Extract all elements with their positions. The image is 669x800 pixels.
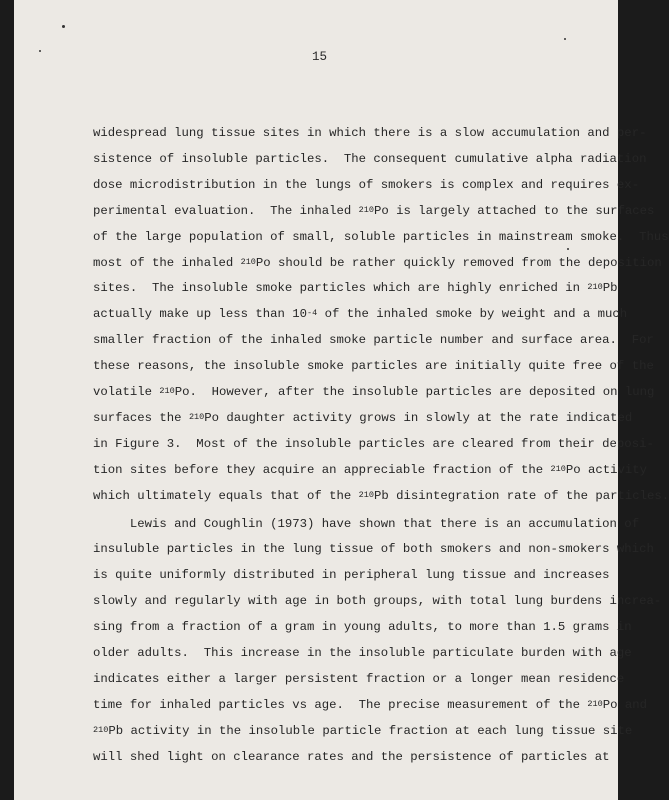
text-run: Po. However, after the insoluble particles are deposited on lung (174, 385, 655, 399)
text-run: of the large population of small, soluble particles in mainstream smoke. Thus (93, 229, 669, 244)
text-run: is quite uniformly distributed in peripheral lung tissue and increases (93, 568, 610, 583)
document-page (14, 0, 669, 800)
text-run: these reasons, the insoluble smoke particles are initially quite free of the (93, 359, 654, 374)
text-line (93, 646, 632, 661)
text-line (93, 307, 627, 322)
superscript: 210 (358, 204, 374, 215)
text-run: Pb (602, 281, 618, 296)
superscript: -4 (307, 308, 318, 319)
text-line (93, 489, 669, 504)
text-line (93, 672, 624, 687)
text-run: Lewis and Coughlin (1973) have shown that there is an accumulation of (93, 516, 640, 531)
text-line (93, 385, 654, 400)
text-line (93, 542, 654, 557)
text-run: Po and (602, 697, 648, 712)
text-run: volatile (93, 385, 160, 399)
text-line (93, 724, 632, 739)
superscript: 210 (358, 489, 374, 500)
superscript: 210 (188, 411, 205, 422)
text-run: sites. The insoluble smoke particles which are highly enriched in (93, 281, 588, 296)
text-line (93, 126, 646, 141)
text-run: Po daughter activity grows in slowly at the rate indicated (204, 410, 633, 425)
text-line (93, 178, 639, 193)
text-line (93, 152, 646, 167)
text-line (93, 230, 669, 245)
text-run: perimental evaluation. The inhaled (93, 203, 359, 218)
text-line (93, 411, 632, 426)
text-run: widespread lung tissue sites in which there is a slow accumulation and per- (93, 126, 647, 140)
text-run: sistence of insoluble particles. The consequent cumulative alpha radiation (93, 151, 647, 166)
text-run: Po activity (565, 462, 648, 477)
text-run: sing from a fraction of a gram in young adults, to more than 1.5 grams in (93, 620, 632, 635)
text-run: dose microdistribution in the lungs of smokers is complex and requires ex- (93, 177, 640, 192)
text-run: older adults. This increase in the insoluble particulate burden with age (93, 646, 632, 660)
text-line (93, 594, 661, 609)
superscript: 210 (587, 698, 603, 709)
text-run: insuluble particles in the lung tissue of both smokers and non-smokers which (93, 542, 654, 557)
text-line (93, 517, 639, 532)
superscript: 210 (587, 282, 603, 293)
superscript: 210 (93, 724, 109, 735)
text-line (93, 698, 647, 713)
text-line (93, 568, 610, 583)
paper-speck (567, 248, 569, 250)
text-run: slowly and regularly with age in both groups, with total lung burdens increa- (93, 594, 662, 609)
text-line (93, 750, 610, 765)
text-run: will shed light on clearance rates and the persistence of particles at (93, 749, 610, 764)
text-run: smaller fraction of the inhaled smoke particle number and surface area. For (93, 333, 654, 348)
text-run: in Figure 3. Most of the insoluble particles are cleared from their deposi- (93, 436, 654, 451)
text-run: Pb activity in the insoluble particle fraction at each lung tissue site (108, 723, 633, 738)
text-line (93, 437, 654, 452)
text-run: of the inhaled smoke by weight and a much (317, 307, 628, 322)
text-run: time for inhaled particles vs age. The precise measurement of the (93, 697, 588, 712)
text-run: surfaces the (93, 410, 189, 425)
text-line (93, 620, 632, 635)
superscript: 210 (159, 386, 175, 396)
paper-speck (564, 38, 566, 40)
text-line (93, 359, 654, 374)
paper-speck (62, 25, 65, 28)
text-run: Pb disintegration rate of the particles. (373, 488, 669, 503)
paper-speck (39, 50, 41, 52)
text-run: actually make up less than 10 (93, 307, 308, 322)
text-line (93, 204, 654, 219)
text-run: indicates either a larger persistent fraction or a longer mean residence (93, 671, 625, 686)
text-run: most of the inhaled (93, 255, 241, 270)
text-line (93, 281, 618, 296)
text-line (93, 333, 654, 348)
text-run: Po is largely attached to the surfaces (373, 203, 655, 218)
text-run: which ultimately equals that of the (93, 488, 359, 503)
text-line (93, 463, 647, 478)
text-run: tion sites before they acquire an appreciable fraction of the (93, 462, 551, 477)
superscript: 210 (550, 463, 566, 474)
superscript: 210 (240, 256, 256, 267)
text-line (93, 256, 662, 271)
page-number: 15 (312, 50, 328, 64)
text-run: Po should be rather quickly removed from the deposition (255, 255, 662, 270)
